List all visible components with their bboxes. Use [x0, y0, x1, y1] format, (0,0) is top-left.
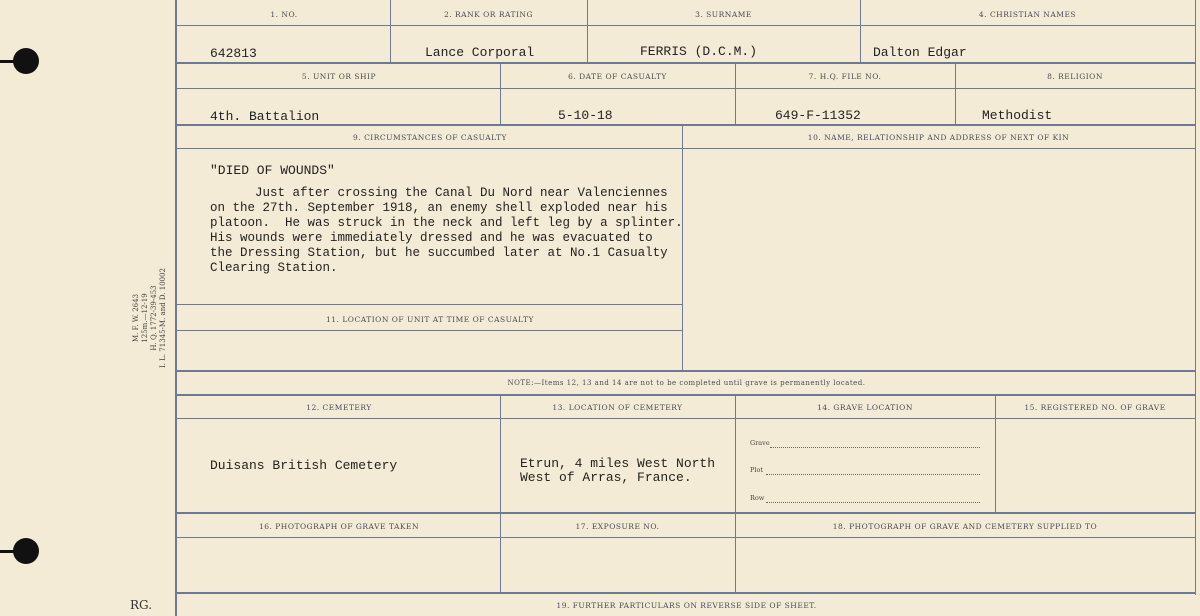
label-surname: 3. SURNAME — [695, 10, 752, 19]
label-row: Row — [750, 494, 765, 502]
value-date: 5-10-18 — [558, 108, 613, 123]
label-christian-names: 4. CHRISTIAN NAMES — [978, 10, 1077, 19]
divider — [176, 512, 1196, 514]
label-location-cemetery: 13. LOCATION OF CEMETERY — [552, 403, 683, 412]
circumstances-body: Just after crossing the Canal Du Nord near Valenciennes on the 27th. September 1918, an enemy shell exploded near his platoon. He was struck in the neck and left leg by a splinter. His wounds were immediately dressed and he was evacuated to the Dressing Station, but he succumbed later at No.1 Casualty Clearing Station. — [210, 186, 683, 275]
il-code: I. L. 71345-M. and D. 10002 — [159, 267, 167, 369]
label-exposure: 17. EXPOSURE NO. — [575, 522, 660, 531]
label-religion: 8. RELIGION — [1047, 72, 1103, 81]
label-next-of-kin: 10. NAME, RELATIONSHIP AND ADDRESS OF NEXT OF KIN — [807, 133, 1070, 142]
divider — [176, 592, 1196, 594]
divider — [176, 25, 1196, 26]
value-rank: Lance Corporal — [425, 45, 535, 60]
label-location-unit: 11. LOCATION OF UNIT AT TIME OF CASUALTY — [326, 315, 534, 324]
plot-line — [766, 473, 980, 475]
value-unit: 4th. Battalion — [210, 109, 320, 124]
divider — [176, 537, 1196, 538]
divider — [176, 124, 1196, 126]
value-location-cemetery: Etrun, 4 miles West North West of Arras, France. — [520, 456, 716, 485]
value-christian-names: Dalton Edgar — [873, 45, 967, 60]
divider — [176, 88, 1196, 89]
print-run: 125m.—12-19 — [141, 293, 149, 343]
label-grave: Grave — [750, 439, 770, 447]
divider — [176, 148, 1196, 149]
value-hq-file: 649-F-11352 — [775, 108, 861, 123]
label-cemetery: 12. CEMETERY — [306, 403, 372, 412]
label-registered-no: 15. REGISTERED NO. OF GRAVE — [1024, 403, 1166, 412]
divider — [176, 304, 682, 305]
divider — [176, 370, 1196, 372]
label-rank: 2. RANK OR RATING — [443, 10, 533, 19]
form-number: M. F. W. 2643 — [132, 293, 140, 343]
form-code — [132, 238, 168, 398]
label-plot: Plot — [750, 466, 763, 474]
label-circumstances: 9. CIRCUMSTANCES OF CASUALTY — [353, 133, 507, 142]
note-text: NOTE:—Items 12, 13 and 14 are not to be completed until grave is permanently located. — [507, 379, 866, 387]
divider — [995, 396, 996, 512]
circumstances-title: "DIED OF WOUNDS" — [210, 163, 335, 178]
label-no: 1. NO. — [270, 10, 298, 19]
divider — [176, 418, 1196, 419]
divider — [500, 396, 501, 512]
grave-line — [770, 446, 980, 448]
divider — [735, 396, 736, 512]
left-border — [175, 0, 177, 616]
row-line — [766, 501, 980, 503]
punch-hole — [13, 538, 39, 564]
value-surname: FERRIS (D.C.M.) — [640, 44, 758, 59]
hq-code: H. Q. 1772-39-453 — [150, 285, 158, 351]
label-photo-supplied: 18. PHOTOGRAPH OF GRAVE AND CEMETERY SUPPLIED TO — [832, 522, 1098, 531]
divider — [176, 394, 1196, 396]
value-religion: Methodist — [982, 108, 1053, 123]
rg-mark: RG. — [130, 598, 153, 612]
label-hq-file: 7. H.Q. FILE NO. — [808, 72, 882, 81]
label-further-particulars: 19. FURTHER PARTICULARS ON REVERSE SIDE OF SHEET. — [556, 601, 817, 610]
right-border — [1195, 0, 1196, 595]
value-cemetery: Duisans British Cemetery — [210, 458, 398, 473]
label-unit: 5. UNIT OR SHIP — [301, 72, 377, 81]
divider — [176, 330, 682, 331]
label-date: 6. DATE OF CASUALTY — [568, 72, 667, 81]
label-photo-taken: 16. PHOTOGRAPH OF GRAVE TAKEN — [258, 522, 420, 531]
divider — [176, 62, 1196, 64]
label-grave-location: 14. GRAVE LOCATION — [817, 403, 913, 412]
value-no: 642813 — [210, 46, 257, 61]
punch-hole — [13, 48, 39, 74]
